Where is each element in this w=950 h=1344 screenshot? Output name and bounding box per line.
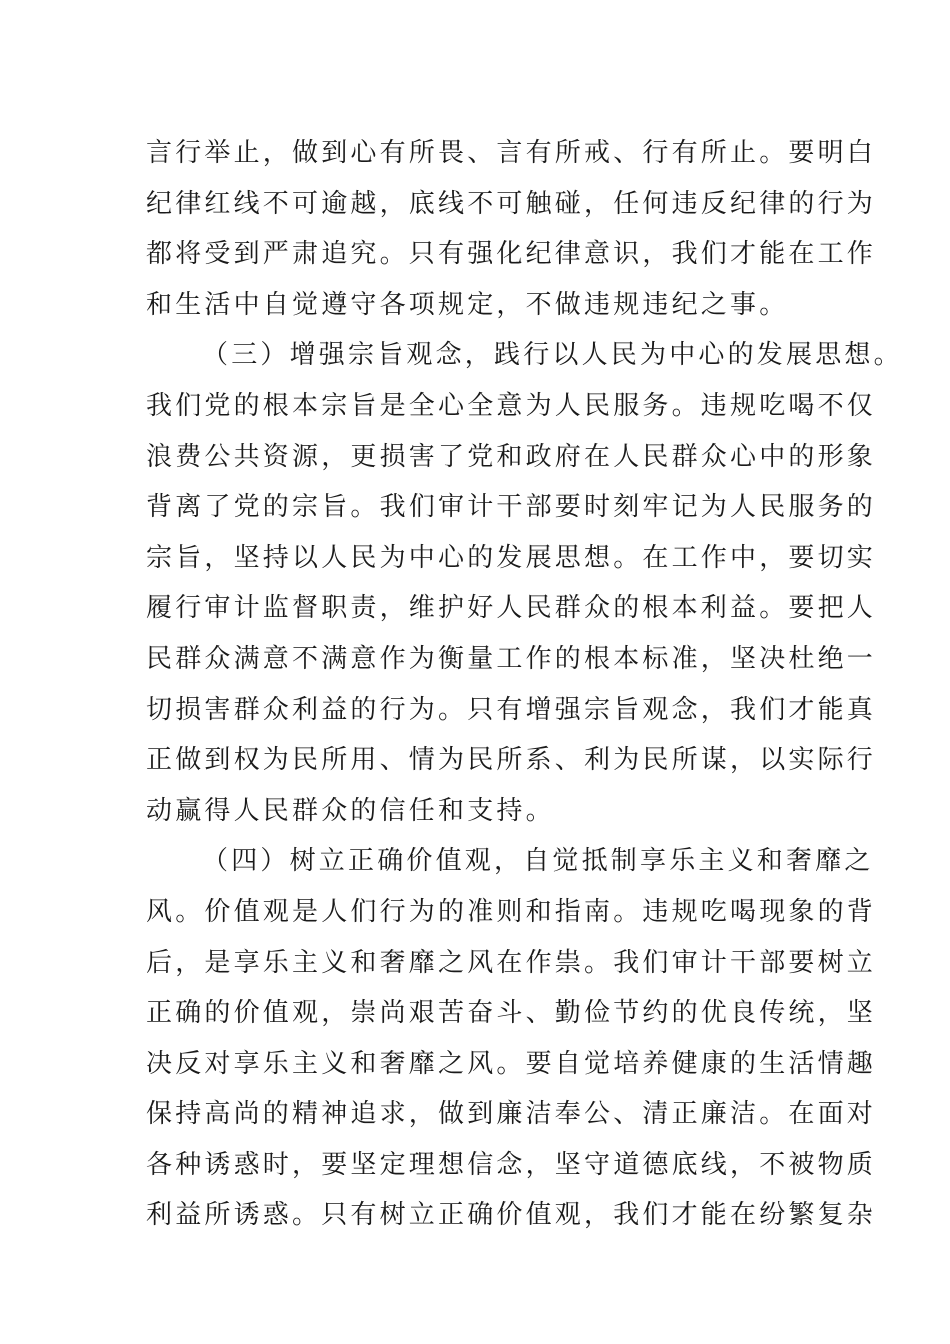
text-line: 决反对享乐主义和奢靡之风。要自觉培养健康的生活情趣 <box>146 1048 877 1079</box>
text-line: 言行举止，做到心有所畏、言有所戒、行有所止。要明白 <box>146 138 877 168</box>
text-line: 浪费公共资源，更损害了党和政府在人民群众心中的形象 <box>146 441 877 472</box>
text-line: 正做到权为民所用、情为民所系、利为民所谋，以实际行 <box>146 745 877 776</box>
text-line: 履行审计监督职责，维护好人民群众的根本利益。要把人 <box>146 593 877 624</box>
section-heading-four: （四）树立正确价值观，自觉抵制享乐主义和奢靡之 <box>202 846 874 877</box>
text-line: 都将受到严肃追究。只有强化纪律意识，我们才能在工作 <box>146 239 877 270</box>
text-line: 各种诱惑时，要坚定理想信念，坚守道德底线，不被物质 <box>146 1149 877 1180</box>
text-line: 后，是享乐主义和奢靡之风在作祟。我们审计干部要树立 <box>146 947 877 978</box>
text-line: 我们党的根本宗旨是全心全意为人民服务。违规吃喝不仅 <box>146 390 877 421</box>
text-line: 民群众满意不满意作为衡量工作的根本标准，坚决杜绝一 <box>146 643 877 674</box>
text-line: 利益所诱惑。只有树立正确价值观，我们才能在纷繁复杂 <box>146 1200 877 1231</box>
text-line: 正确的价值观，崇尚艰苦奋斗、勤俭节约的优良传统，坚 <box>146 998 877 1029</box>
section-heading-three: （三）增强宗旨观念，践行以人民为中心的发展思想。 <box>202 340 903 371</box>
text-line: 保持高尚的精神追求，做到廉洁奉公、清正廉洁。在面对 <box>146 1099 877 1130</box>
text-line: 切损害群众利益的行为。只有增强宗旨观念，我们才能真 <box>146 694 877 725</box>
text-line: 纪律红线不可逾越，底线不可触碰，任何违反纪律的行为 <box>146 188 877 219</box>
text-line: 背离了党的宗旨。我们审计干部要时刻牢记为人民服务的 <box>146 492 877 523</box>
text-line: 风。价值观是人们行为的准则和指南。违规吃喝现象的背 <box>146 896 877 927</box>
text-line: 动赢得人民群众的信任和支持。 <box>146 795 555 826</box>
document-page <box>146 128 903 1241</box>
text-line: 宗旨，坚持以人民为中心的发展思想。在工作中，要切实 <box>146 542 877 573</box>
text-line: 和生活中自觉遵守各项规定，不做违规违纪之事。 <box>146 289 789 320</box>
